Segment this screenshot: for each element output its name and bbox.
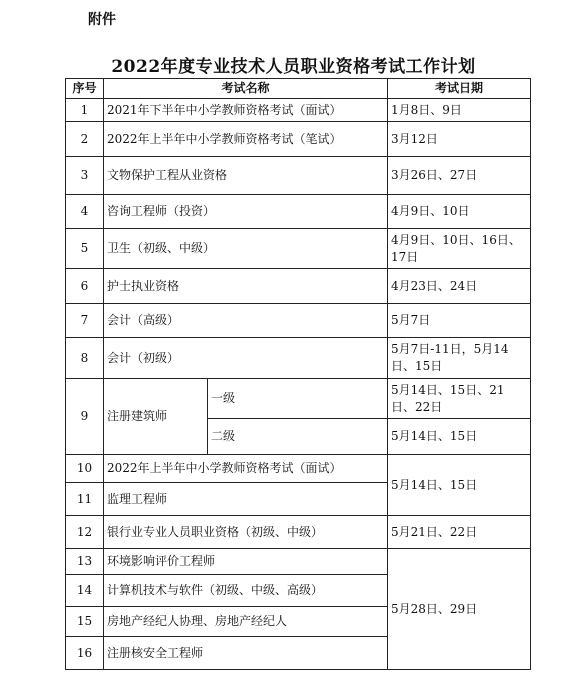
attachment-label: 附件	[88, 12, 116, 28]
document-title: 2022年度专业技术人员职业资格考试工作计划	[111, 57, 476, 77]
table-row	[66, 229, 531, 269]
row-no: 11	[66, 483, 104, 516]
header-name: 考试名称	[104, 79, 388, 99]
table-row	[66, 269, 531, 304]
table-row	[66, 99, 531, 122]
row-no: 3	[66, 157, 104, 195]
row-no: 1	[66, 99, 104, 122]
row-name: 卫生（初级、中级）	[104, 229, 388, 269]
row-name: 咨询工程师（投资）	[104, 195, 388, 229]
table-row	[66, 304, 531, 338]
row-name: 银行业专业人员职业资格（初级、中级）	[104, 516, 388, 549]
row-date: 5月7日	[388, 304, 531, 338]
row-name: 注册建筑师	[104, 379, 208, 455]
table-row	[66, 338, 531, 379]
row-date: 3月26日、27日	[388, 157, 531, 195]
row-name: 计算机技术与软件（初级、中级、高级）	[104, 575, 388, 607]
row-name: 护士执业资格	[104, 269, 388, 304]
row-name: 2021年下半年中小学教师资格考试（面试）	[104, 99, 388, 122]
row-date: 5月28日、29日	[388, 549, 531, 670]
table-header-row	[66, 79, 531, 99]
row-name: 会计（高级）	[104, 304, 388, 338]
row-no: 6	[66, 269, 104, 304]
header-date: 考试日期	[388, 79, 531, 99]
row-no: 10	[66, 455, 104, 483]
row-date: 1月8日、9日	[388, 99, 531, 122]
table-row	[66, 549, 531, 575]
row-name: 注册核安全工程师	[104, 637, 388, 670]
row-name: 2022年上半年中小学教师资格考试（笔试）	[104, 122, 388, 157]
row-name: 房地产经纪人协理、房地产经纪人	[104, 607, 388, 637]
row-date: 3月12日	[388, 122, 531, 157]
sub-level: 一级	[208, 379, 388, 419]
row-date: 5月7日-11日，5月14日、15日	[388, 338, 531, 379]
row-no: 12	[66, 516, 104, 549]
row-date: 5月21日、22日	[388, 516, 531, 549]
row-no: 14	[66, 575, 104, 607]
row-name: 监理工程师	[104, 483, 388, 516]
row-no: 16	[66, 637, 104, 670]
sub-level: 二级	[208, 419, 388, 455]
row-no: 15	[66, 607, 104, 637]
row-no: 7	[66, 304, 104, 338]
row-date: 4月9日、10日、16日、17日	[388, 229, 531, 269]
row-no: 9	[66, 379, 104, 455]
row-date: 5月14日、15日	[388, 419, 531, 455]
row-name: 会计（初级）	[104, 338, 388, 379]
row-date: 4月9日、10日	[388, 195, 531, 229]
row-date: 5月14日、15日	[388, 455, 531, 516]
row-no: 2	[66, 122, 104, 157]
row-no: 5	[66, 229, 104, 269]
row-name: 环境影响评价工程师	[104, 549, 388, 575]
exam-plan-table	[65, 78, 531, 670]
table-row	[66, 455, 531, 483]
row-name: 2022年上半年中小学教师资格考试（面试）	[104, 455, 388, 483]
row-no: 13	[66, 549, 104, 575]
table-row	[66, 516, 531, 549]
table-row	[66, 379, 531, 419]
header-no: 序号	[66, 79, 104, 99]
table-row	[66, 195, 531, 229]
row-date: 5月14日、15日、21日、22日	[388, 379, 531, 419]
row-no: 8	[66, 338, 104, 379]
row-date: 4月23日、24日	[388, 269, 531, 304]
table-row	[66, 122, 531, 157]
row-no: 4	[66, 195, 104, 229]
table-row	[66, 157, 531, 195]
row-name: 文物保护工程从业资格	[104, 157, 388, 195]
